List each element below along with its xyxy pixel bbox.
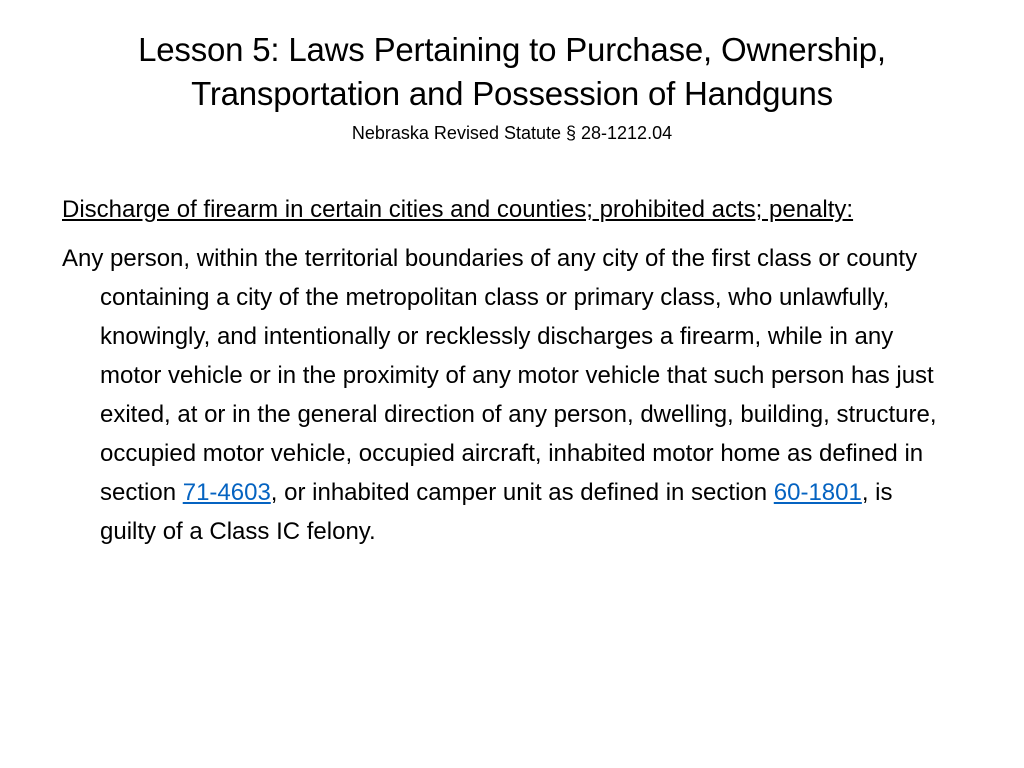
section-link-60-1801[interactable]: 60-1801	[773, 479, 862, 506]
statute-text-part-1: Any person, within the territorial boundaries of any city of the first class or county containing a city of the metropolitan class or primary class, who unlawfully, knowingly, and intentionally or recklessly discharges a firearm, while in any motor vehicle or in the proximity of any motor vehicle that such person has just exited, at or in the general direction of any person, dwelling, building, structure, occupied motor vehicle, occupied aircraft, inhabited motor home as defined in section	[62, 245, 937, 506]
statute-heading: Discharge of firearm in certain cities and counties; prohibited acts; penalty:	[62, 196, 854, 223]
slide-title-line-2: Transportation and Possession of Handguns	[191, 75, 833, 112]
slide-title-line-1: Lesson 5: Laws Pertaining to Purchase, Ownership,	[138, 31, 886, 68]
slide-title-block	[40, 28, 984, 146]
statute-text-part-3: , is guilty of a Class IC felony.	[100, 479, 893, 545]
section-link-71-4603[interactable]: 71-4603	[182, 479, 271, 506]
slide-body	[62, 190, 952, 557]
slide-subtitle: Nebraska Revised Statute § 28-1212.04	[351, 123, 673, 143]
statute-paragraph	[62, 239, 952, 551]
statute-text-part-2: , or inhabited camper unit as defined in section	[270, 479, 774, 506]
